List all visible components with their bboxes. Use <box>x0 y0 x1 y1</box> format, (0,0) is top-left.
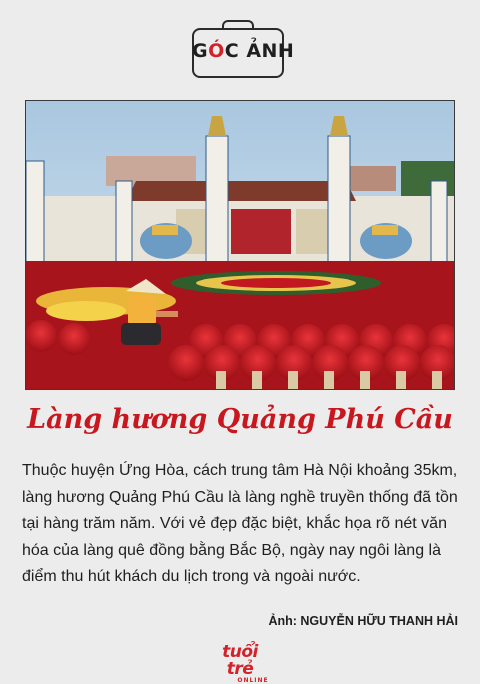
logo-text <box>192 40 295 62</box>
incense-village-image <box>26 101 455 390</box>
photo-credit: Ảnh: NGUYỄN HỮU THANH HẢI <box>268 614 458 628</box>
logo-text-g: G <box>192 40 209 62</box>
logo-text-o: Ó <box>208 40 225 62</box>
brand-sub: ONLINE <box>237 677 269 684</box>
article-body: Thuộc huyện Ứng Hòa, cách trung tâm Hà Nội khoảng 35km, làng hương Quảng Phú Cầu là làng nghề truyền thống đã tồn tại hàng trăm năm. Với vẻ đẹp đặc biệt, khắc họa rõ nét văn hóa của làng quê đồng bằng Bắc Bộ, ngày nay ngôi làng là điểm thu hút khách du lịch trong và ngoài nước. <box>22 462 458 585</box>
goc-anh-logo <box>192 20 295 80</box>
logo-text-rest: C ẢNH <box>224 40 295 62</box>
tuoi-tre-logo <box>208 644 272 684</box>
article-title: Làng hương Quảng Phú Cầu <box>27 404 453 435</box>
brand-name: tuổi trẻ <box>222 642 258 679</box>
village-photo <box>25 100 455 390</box>
